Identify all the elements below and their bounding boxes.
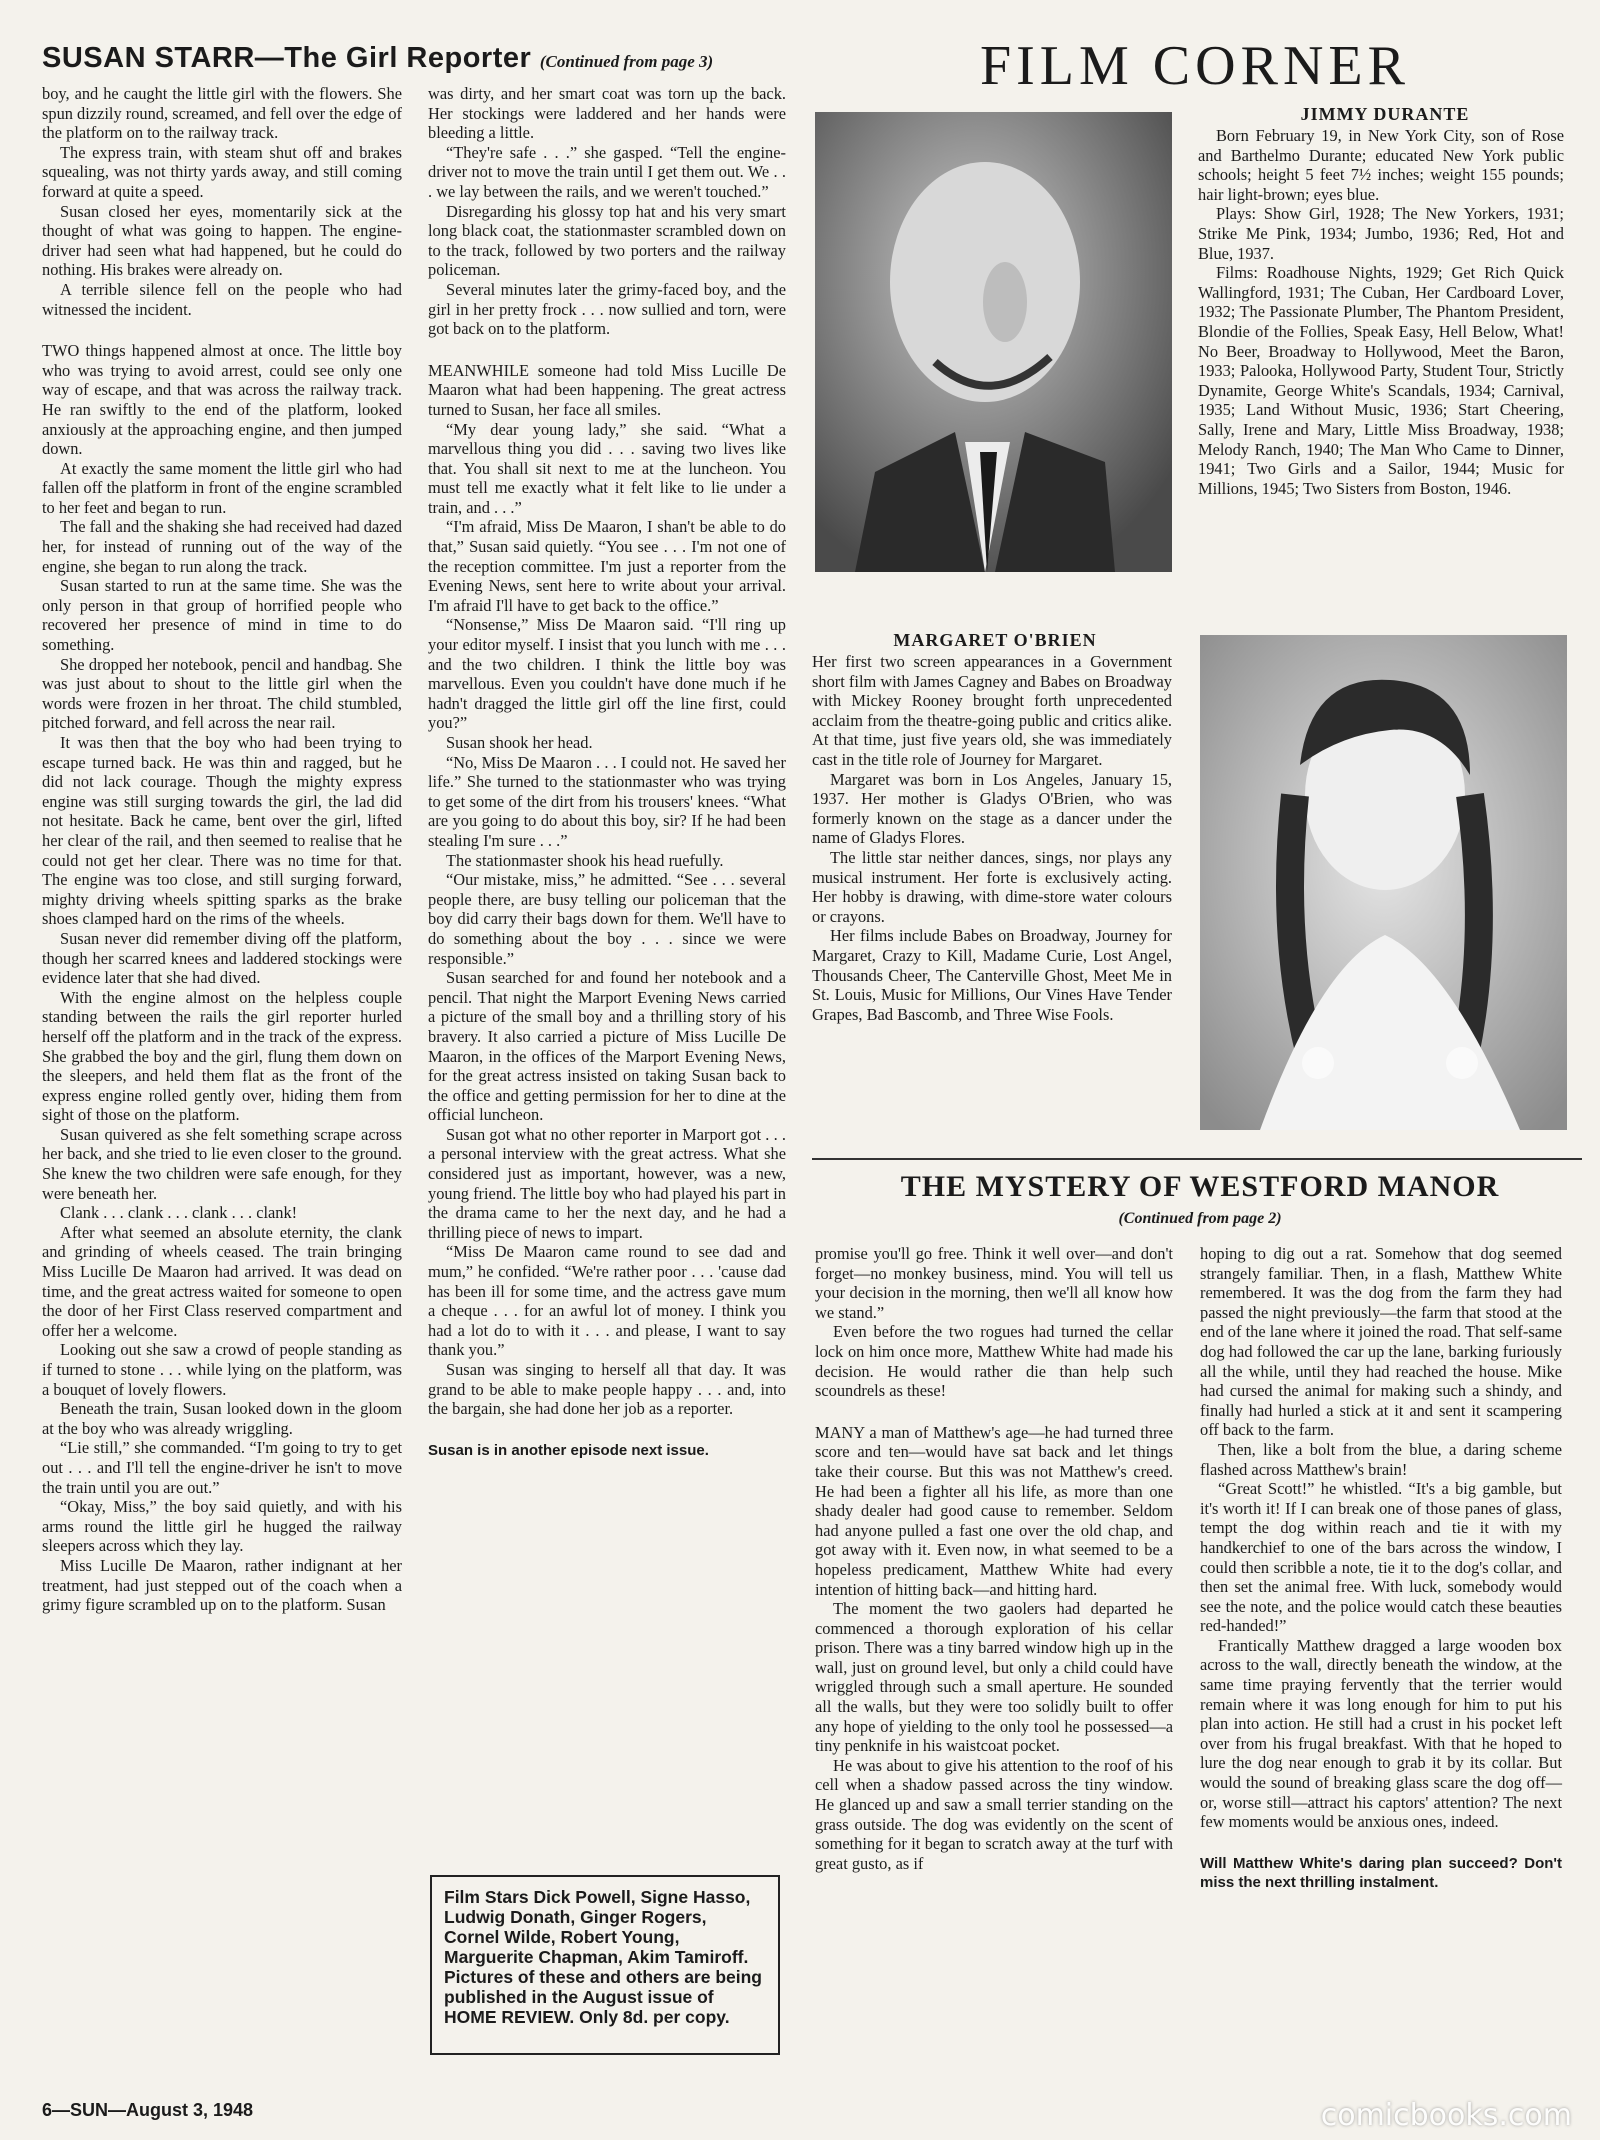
margaret-obrien-photo [1200,635,1567,1130]
paragraph: The express train, with steam shut off and brakes squealing, was not thirty yards away, and still coming forward at quite a speed. [42,142,402,201]
paragraph: Susan closed her eyes, momentarily sick at the thought of what was going to happen. The engine-driver had seen what had happened, but he could do nothing. His brakes were already on. [42,201,402,280]
paragraph: Frantically Matthew dragged a large wooden box across to the wall, directly beneath the window, at the same time praying fervently that the terrier would remain where it was long enough for him to put his plan into action. He still had a crust in his pocket left over from his frugal breakfast. With that he hoped to lure the dog near enough to grab it by its collar. But would the sound of breaking glass scare the dog off—or, worse still—attract his captors' attention? The next few moments would be anxious ones, indeed. [1200,1635,1562,1832]
paragraph: Her films include Babes on Broadway, Journey for Margaret, Crazy to Kill, Madame Curie, Lost Angel, Thousands Cheer, The Canterville Ghost, Meet Me in St. Louis, Music for Millions, Our Vines Have Tender Grapes, Bad Bascomb, and Three Wise Fools. [812,926,1172,1024]
paragraph: The moment the two gaolers had departed he commenced a thorough exploration of his cellar prison. There was a tiny barred window high up in the wall, just on ground level, but only a child could have wriggled through such a small aperture. He sounded all the walls, but they were too solidly built to offer any hope of yielding to the only tool he possessed—a tiny penknife in his waistcoat pocket. [815,1599,1173,1756]
page-footer: 6—SUN—August 3, 1948 [42,2100,254,2120]
paragraph: was dirty, and her smart coat was torn up the back. Her stockings were laddered and her hands were bleeding a little. [428,84,786,143]
durante-films: Films: Roadhouse Nights, 1929; Get Rich Quick Wallingford, 1931; The Cuban, Her Cardboard Lover, 1932; The Passionate Plumber, The Phantom President, Blondie of the Follies, Speak Easy, Hell Below, What! No Beer, Broadway to Hollywood, Meet the Baron, 1933; Palooka, Hollywood Party, Student Tour, Strictly Dynamite, George White's Scandals, 1934; Carnival, 1935; Land Without Music, 1936; Start Cheering, Sally, Irene and Mary, Little Miss Broadway, 1938; Melody Ranch, 1940; The Man Who Came to Dinner, 1941; Two Girls and a Sailor, 1944; Music for Millions, 1945; Two Sisters from Boston, 1946. [1198,263,1564,498]
paragraph: After what seemed an absolute eternity, the clank and grinding of wheels ceased. The train bringing Miss Lucille De Maaron had arrived. It was dead on time, and the great actress waited for someone to open the door of her First Class reserved compartment and offer her a welcome. [42,1222,402,1340]
paragraph: Susan shook her head. [446,733,593,752]
mystery-title: THE MYSTERY OF WESTFORD MANOR [900,1170,1500,1203]
paragraph: The stationmaster shook his head ruefully. [446,850,724,870]
durante-heading: JIMMY DURANTE [1300,104,1470,124]
paragraph: Susan was singing to herself all that day. It was grand to be able to make people happy . . . and, into the bargain, she had done her job as a reporter. [428,1360,786,1419]
paragraph: Her first two screen appearances in a Government short film with James Cagney and Babes on Broadway with Mickey Rooney brought forth unprecedented acclaim from the theatre-going public and critics alike. At that time, just five years old, she was immediately cast in the title role of Journey for Margaret. [812,652,1172,769]
paragraph: MEANWHILE someone had told Miss Lucille De Maaron what had been happening. The great actress turned to Susan, her face all smiles. [428,360,786,419]
paragraph: Then, like a bolt from the blue, a daring scheme flashed across Matthew's brain! [1200,1439,1562,1479]
story-title [42,42,713,75]
mystery-continued: (Continued from page 2) [1118,1210,1282,1227]
home-review-ad: Film Stars Dick Powell, Signe Hasso, Ludwig Donath, Ginger Rogers, Cornel Wilde, Robert Young, Marguerite Chapman, Akim Tamiroff. Pictures of these and others are being published in the August issue of HOME REVIEW. Only 8d. per copy. [430,1875,780,2055]
paragraph: boy, and he caught the little girl with the flowers. She spun dizzily round, screamed, and fell over the edge of the platform on to the railway track. [42,84,403,143]
paragraph: Disregarding his glossy top hat and his very smart long black coat, the stationmaster scrambled down on to the track, followed by two porters and the railway policeman. [428,201,786,280]
paragraph: Beneath the train, Susan looked down in the gloom at the boy who was already wriggling. [42,1399,402,1438]
mystery-column-2 [1200,1244,1562,1893]
paragraph: Susan got what no other reporter in Marport got . . . a personal interview with the great actress. What she considered just as important, however, was a new, young friend. The little boy who had played his part in the drama came to her the next day, and he had a thrilling piece of news to impart. [428,1124,786,1242]
paragraph: TWO things happened almost at once. The little boy who was trying to avoid arrest, could see only one way of escape, and that was across the railway track. He ran swiftly to the end of the platform, looked anxiously at the approaching engine, and then jumped down. [42,341,402,459]
paragraph: The little star neither dances, sings, nor plays any musical instrument. Her forte is exclusively acting. Her hobby is drawing, with dime-store water colours or crayons. [812,847,1172,926]
watermark: comicbooks.com [1320,2098,1572,2133]
paragraph: The fall and the shaking she had received had dazed her, for instead of running out of the way of the engine, she began to run along the track. [42,517,402,576]
paragraph: “My dear young lady,” she said. “What a marvellous thing you did . . . saving two lives like that. You shall sit next to me at the luncheon. You must tell me exactly what it felt like to lie under a train, and . . .” [428,419,786,517]
paragraph: “Okay, Miss,” the boy said quietly, and with his arms round the little girl he hugged the railway sleepers across which they lay. [42,1497,402,1556]
paragraph: She dropped her notebook, pencil and handbag. She was just about to shout to the little girl when the words were frozen in her throat. The child stumbled, pitched forward, and fell across the near rail. [42,654,402,733]
paragraph: Susan never did remember diving off the platform, though her scarred knees and laddered stockings were evidence later that she had dived. [42,928,402,988]
paragraph: MANY a man of Matthew's age—he had turned three score and ten—would have sat back and let things take their course. But this was not Matthew's creed. He had been a fighter all his life, as more than one shady dealer had good cause to remember. Seldom had anyone pulled a fast one over the old chap, and got away with it. Even now, in what seemed to be a hopeless predicament, Matthew White had every intention of hitting back—and hitting hard. [815,1422,1173,1599]
durante-bio [1198,126,1564,498]
paragraph: promise you'll go free. Think it well over—and don't forget—no monkey business, mind. You will tell us your decision in the morning, then we'll all know how we stand.” [815,1244,1173,1322]
paragraph: Susan searched for and found her notebook and a pencil. That night the Marport Evening News carried a picture of the small boy and a thrilling story of his bravery. It also carried a picture of Miss Lucille De Maaron, in the offices of the Marport Evening News, for the great actress insisted on taking Susan back to the office and getting permission for her to dine at the official luncheon. [428,968,786,1125]
paragraph: “Lie still,” she commanded. “I'm going to try to get out . . . and I'll tell the engine-driver he isn't to move the train until you are out.” [42,1438,402,1497]
obrien-heading: MARGARET O'BRIEN [893,630,1097,650]
paragraph: “They're safe . . .” she gasped. “Tell the engine-driver not to move the train until I get them out. We . . . we lay between the rails, and we weren't touched.” [428,142,786,201]
paragraph: With the engine almost on the helpless couple standing between the rails the girl reporter hurled herself off the platform and in the track of the express. She grabbed the boy and the girl, flung them down on the sleepers, and held them flat as the front of the express engine rolled gently over, hiding them from sight of those on the platform. [42,987,402,1125]
paragraph: Clank . . . clank . . . clank . . . clank! [60,1203,298,1223]
paragraph: A terrible silence fell on the people who had witnessed the incident. [42,279,402,319]
paragraph: “Our mistake, miss,” he admitted. “See . . . several people there, are busy telling our policeman that the boy did carry their bags down for them. We'll have to do something about the boy . . . since we were responsible.” [428,870,786,968]
paragraph: It was then that the boy who had been trying to escape turned back. He was thin and ragged, but he did not lack courage. Though the mighty express engine was still surging towards the girl, the lad did not hesitate. Back he came, bent over the girl, lifted her clear of the rail, and then seemed to realise that he could not get her clear. There was no time for that. The engine was too close, and still surging forward, mighty driving wheels spitting sparks as the brake shoes clamped hard on the rims of the wheels. [42,733,402,929]
paragraph: At exactly the same moment the little girl who had fallen off the platform in front of the engine scrambled to her feet and began to run. [42,458,402,517]
durante-plays: Plays: Show Girl, 1928; The New Yorkers, 1931; Strike Me Pink, 1934; Jumbo, 1936; Red, Hot and Blue, 1937. [1198,204,1564,263]
susan-column-1 [42,84,402,1615]
jimmy-durante-photo [815,112,1172,572]
paragraph: Even before the two rogues had turned the cellar lock on him once more, Matthew White had made his decision. He would rather die than help such scoundrels as these! [815,1322,1173,1401]
paragraph: hoping to dig out a rat. Somehow that dog seemed strangely familiar. Then, in a flash, Matthew White remembered. It was the dog from the farm they had passed the night previously—the farm that stood at the end of the lane where it joined the road. That self-same dog had followed the car up the lane, barking furiously all the while, until they had reached the house. Mike had cursed the animal for making such a shindy, and finally had hurled a stick at it and sent it scampering off back to the farm. [1200,1244,1562,1440]
paragraph: Several minutes later the grimy-faced boy, and the girl in her pretty frock . . . now sullied and torn, were got back on to the platform. [428,279,786,339]
paragraph: Susan quivered as she felt something scrape across her back, and she tried to lie even closer to the ground. She knew the two children were safe enough, for they were beneath her. [42,1124,402,1203]
durante-bio-text: Born February 19, in New York City, son of Rose and Barthelmo Durante; educated New York public schools; height 5 feet 7½ inches; weight 155 pounds; hair light-brown; eyes blue. [1198,126,1564,204]
paragraph: “Great Scott!” he whistled. “It's a big gamble, but it's worth it! If I can break one of those panes of glass, tempt the dog within reach and tie it with my handkerchief to one of the bars across the window, I could then scribble a note, tie it to the dog's collar, and then set the animal free. With luck, somebody would see the note, and the police would catch these beauties red-handed!” [1200,1479,1562,1636]
paragraph: “I'm afraid, Miss De Maaron, I shan't be able to do that,” Susan said quietly. “You see . . . I'm not one of the reception committee. I'm just a reporter from the Evening News, sent here to write about your arrival. I'm afraid I'll have to get back to the office.” [428,517,786,615]
continued-note: (Continued from page 3) [539,52,714,71]
paragraph: “Nonsense,” Miss De Maaron said. “I'll ring up your editor myself. I insist that you lunch with me . . . and the two children. I think the little boy was marvellous. Even you couldn't have done much if he hadn't dragged the little girl off the line first, could you?” [428,615,786,733]
paragraph: Miss Lucille De Maaron, rather indignant at her treatment, had just stepped out of the coach when a grimy figure scrambled up on to the platform. Susan [42,1555,402,1615]
susan-column-2 [428,84,786,1460]
paragraph: Looking out she saw a crowd of people standing as if turned to stone . . . while lying on the platform, was a bouquet of lovely flowers. [42,1340,402,1399]
mystery-column-1 [815,1244,1173,1873]
obrien-bio [812,652,1172,1024]
story-title-text: SUSAN STARR—The Girl Reporter [42,42,532,74]
film-corner-title: FILM CORNER [980,35,1410,97]
paragraph: “Miss De Maaron came round to see dad and mum,” he confided. “We're rather poor . . . 'cause dad has been ill for some time, and the actress gave mum a cheque . . . for an awful lot of money. I think you had a lot do to with it . . . and please, I want to say thank you.” [428,1242,786,1360]
paragraph: He was about to give his attention to the roof of his cell when a shadow passed across the tiny window. He glanced up and saw a small terrier standing on the grass outside. The dog was evidently on the scent of something for it began to scratch away at the turf with great gusto, as if [815,1755,1173,1873]
paragraph: “No, Miss De Maaron . . . I could not. He saved her life.” She turned to the stationmaster who was trying to get some of the dirt from his trousers' knees. “What are you going to do about this boy, sir? If he had been stealing I'm sure . . .” [428,752,786,850]
paragraph: Margaret was born in Los Angeles, January 15, 1937. Her mother is Gladys O'Brien, who was formerly known on the stage as a dancer under the name of Gladys Flores. [812,769,1172,848]
section-rule [812,1158,1582,1160]
next-issue-note: Susan is in another episode next issue. [428,1441,709,1459]
next-issue-note: Will Matthew White's daring plan succeed? Don't miss the next thrilling instalment. [1200,1854,1562,1892]
paragraph: Susan started to run at the same time. She was the only person in that group of horrified people who recovered her presence of mind in time to do something. [42,576,402,655]
